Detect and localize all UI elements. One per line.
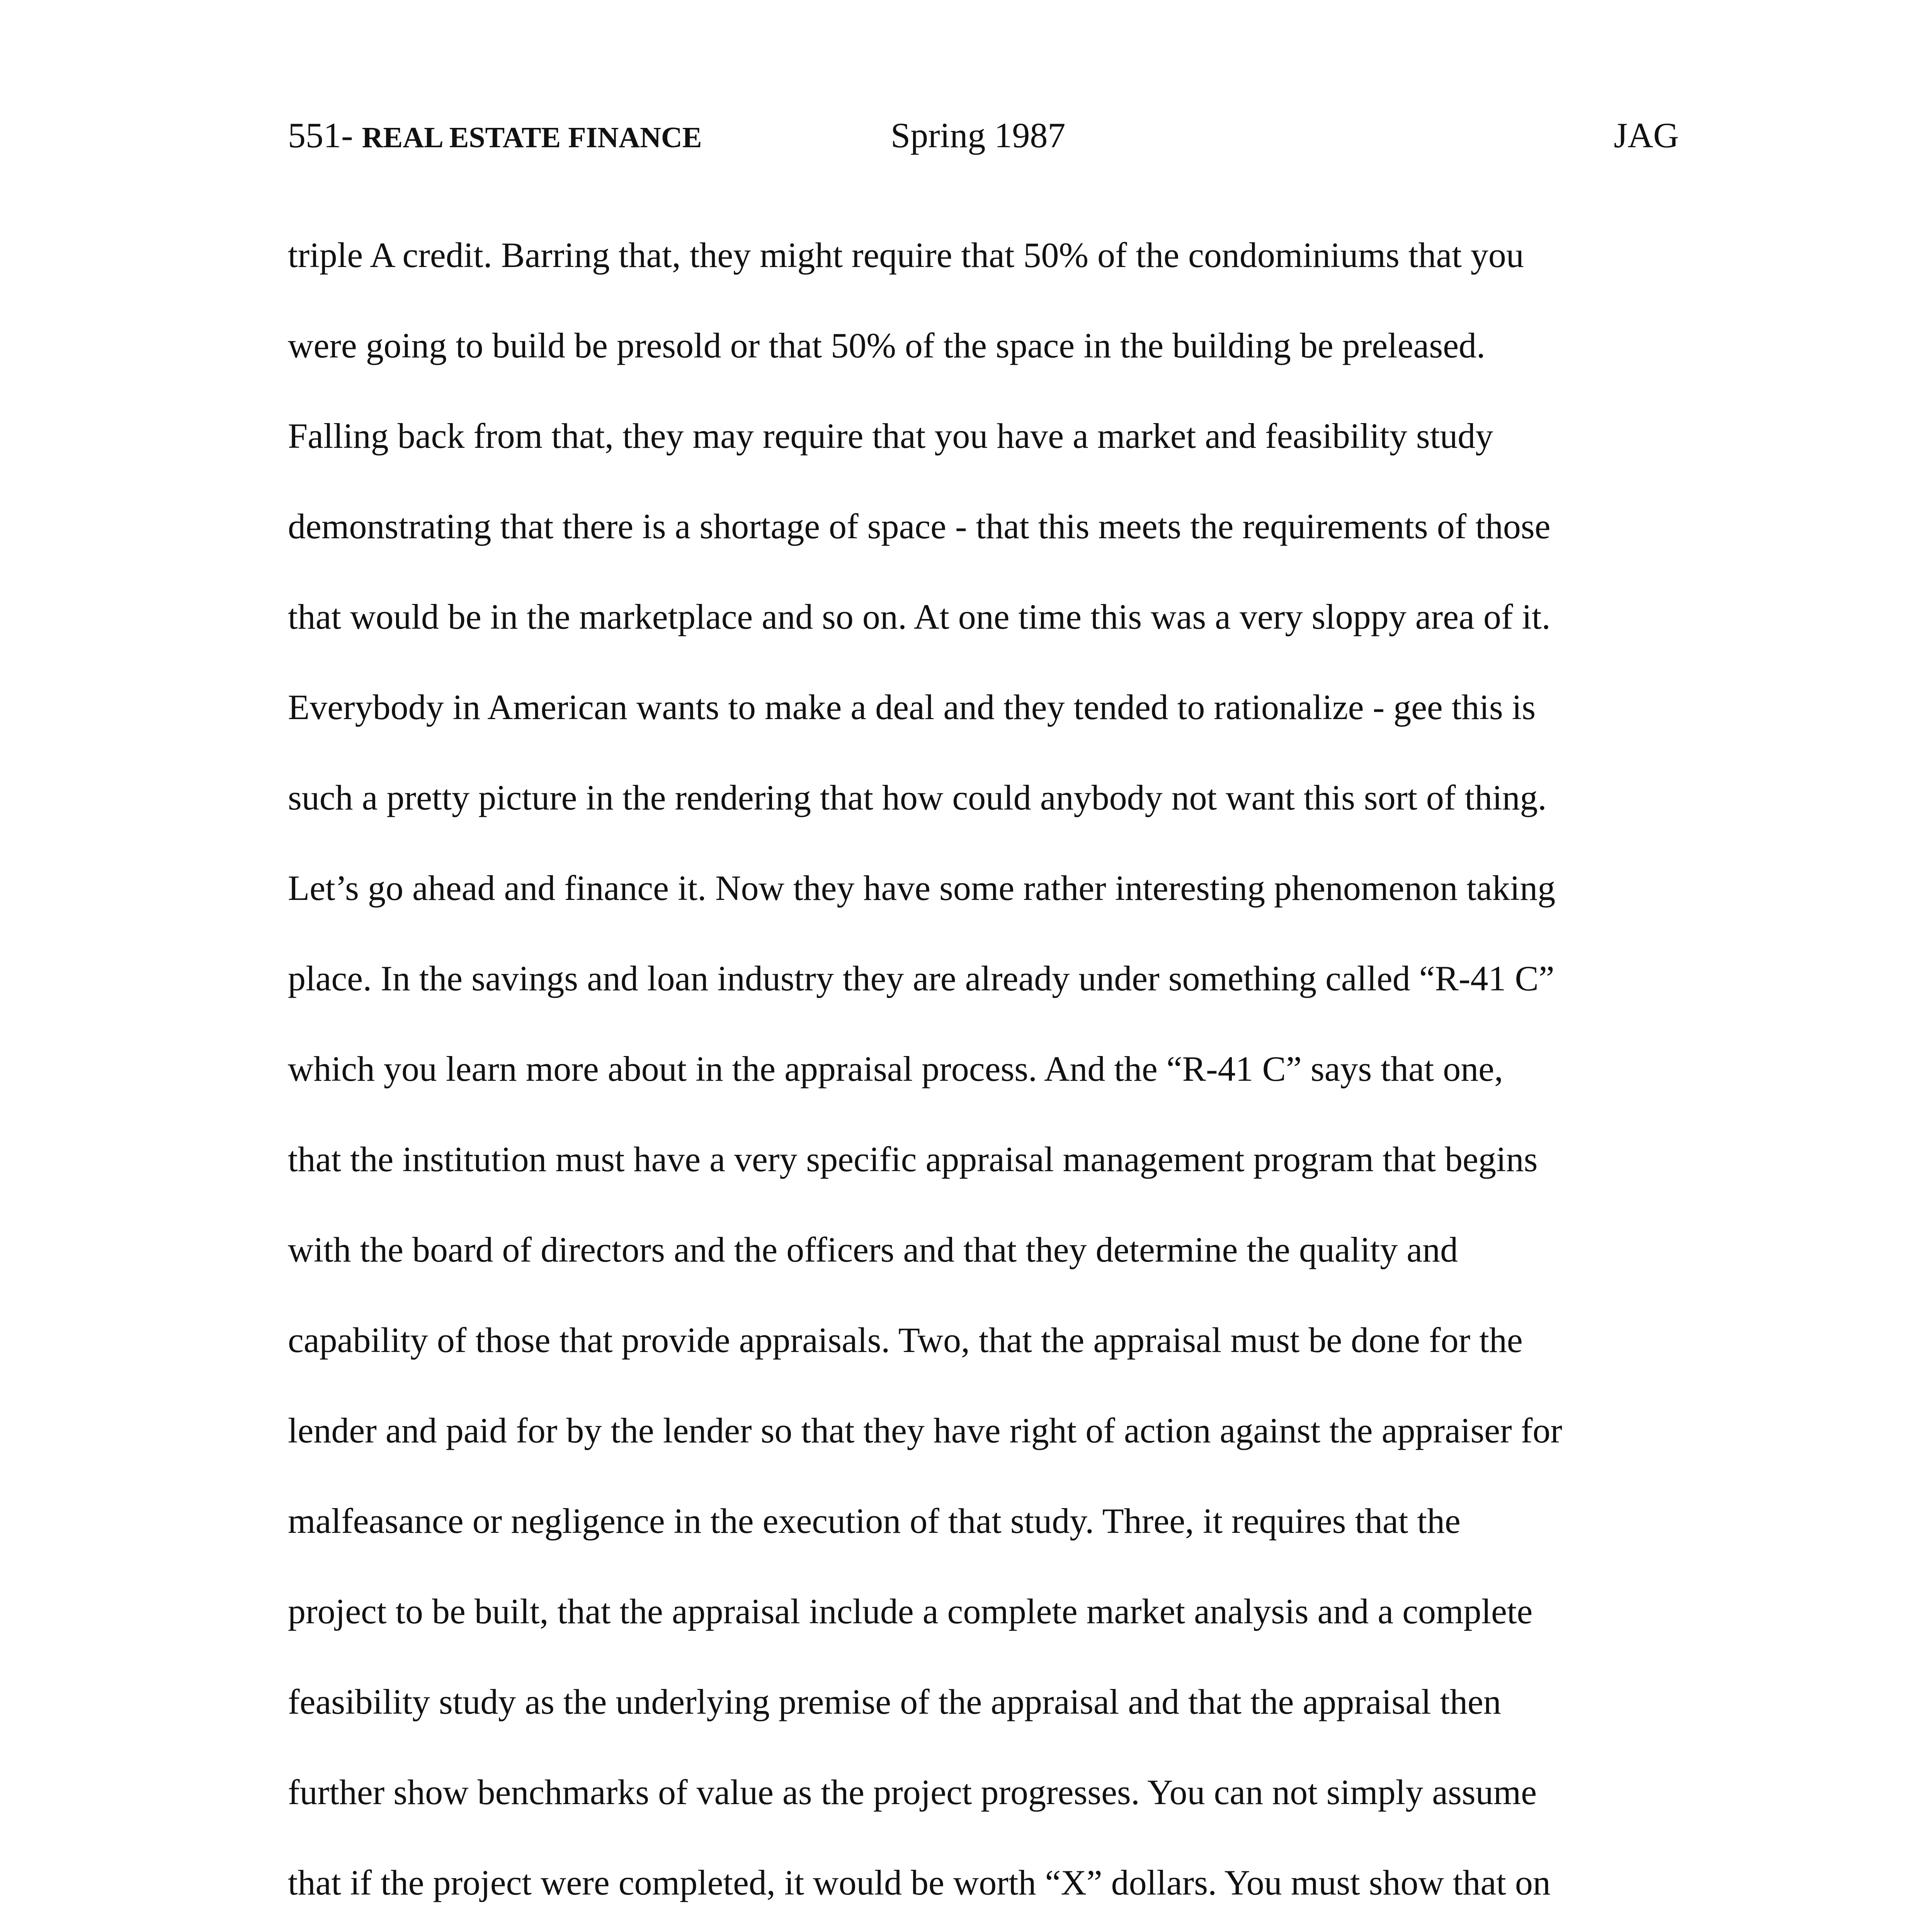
text-line: place. In the savings and loan industry they are already under something called “R-41 C” (288, 959, 1554, 998)
running-header (288, 112, 1679, 158)
text-line: with the board of directors and the officers and that they determine the quality and (288, 1230, 1458, 1269)
course-title (288, 112, 702, 161)
text-line: that would be in the marketplace and so on. At one time this was a very sloppy area of it. (288, 597, 1551, 636)
text-line: that the institution must have a very specific appraisal management program that begins (288, 1139, 1538, 1179)
course-number: 551- (288, 116, 362, 155)
text-line: Everybody in American wants to make a deal and they tended to rationalize - gee this is (288, 687, 1536, 727)
text-line: such a pretty picture in the rendering that how could anybody not want this sort of thing. (288, 778, 1547, 817)
text-line: Let’s go ahead and finance it. Now they have some rather interesting phenomenon taking (288, 868, 1556, 908)
text-line: triple A credit. Barring that, they might require that 50% of the condominiums that you (288, 235, 1524, 275)
text-line: project to be built, that the appraisal include a complete market analysis and a complete (288, 1592, 1533, 1631)
text-line: lender and paid for by the lender so that they have right of action against the appraiser for (288, 1411, 1563, 1450)
text-line: that if the project were completed, it would be worth “X” dollars. You must show that on (288, 1863, 1551, 1902)
course-name: REAL ESTATE FINANCE (362, 121, 702, 154)
text-line: further show benchmarks of value as the project progresses. You can not simply assume (288, 1772, 1537, 1812)
term-label: Spring 1987 (891, 116, 1066, 155)
author-initials: JAG (1614, 116, 1679, 155)
text-line: were going to build be presold or that 50% of the space in the building be preleased. (288, 326, 1486, 365)
text-line: demonstrating that there is a shortage of space - that this meets the requirements of those (288, 507, 1551, 546)
text-line: feasibility study as the underlying premise of the appraisal and that the appraisal then (288, 1682, 1501, 1721)
text-line: malfeasance or negligence in the execution of that study. Three, it requires that the (288, 1501, 1461, 1541)
text-line: Falling back from that, they may require that you have a market and feasibility study (288, 416, 1493, 456)
text-line: which you learn more about in the appraisal process. And the “R-41 C” says that one, (288, 1049, 1503, 1088)
text-line: capability of those that provide appraisals. Two, that the appraisal must be done for the (288, 1320, 1523, 1360)
